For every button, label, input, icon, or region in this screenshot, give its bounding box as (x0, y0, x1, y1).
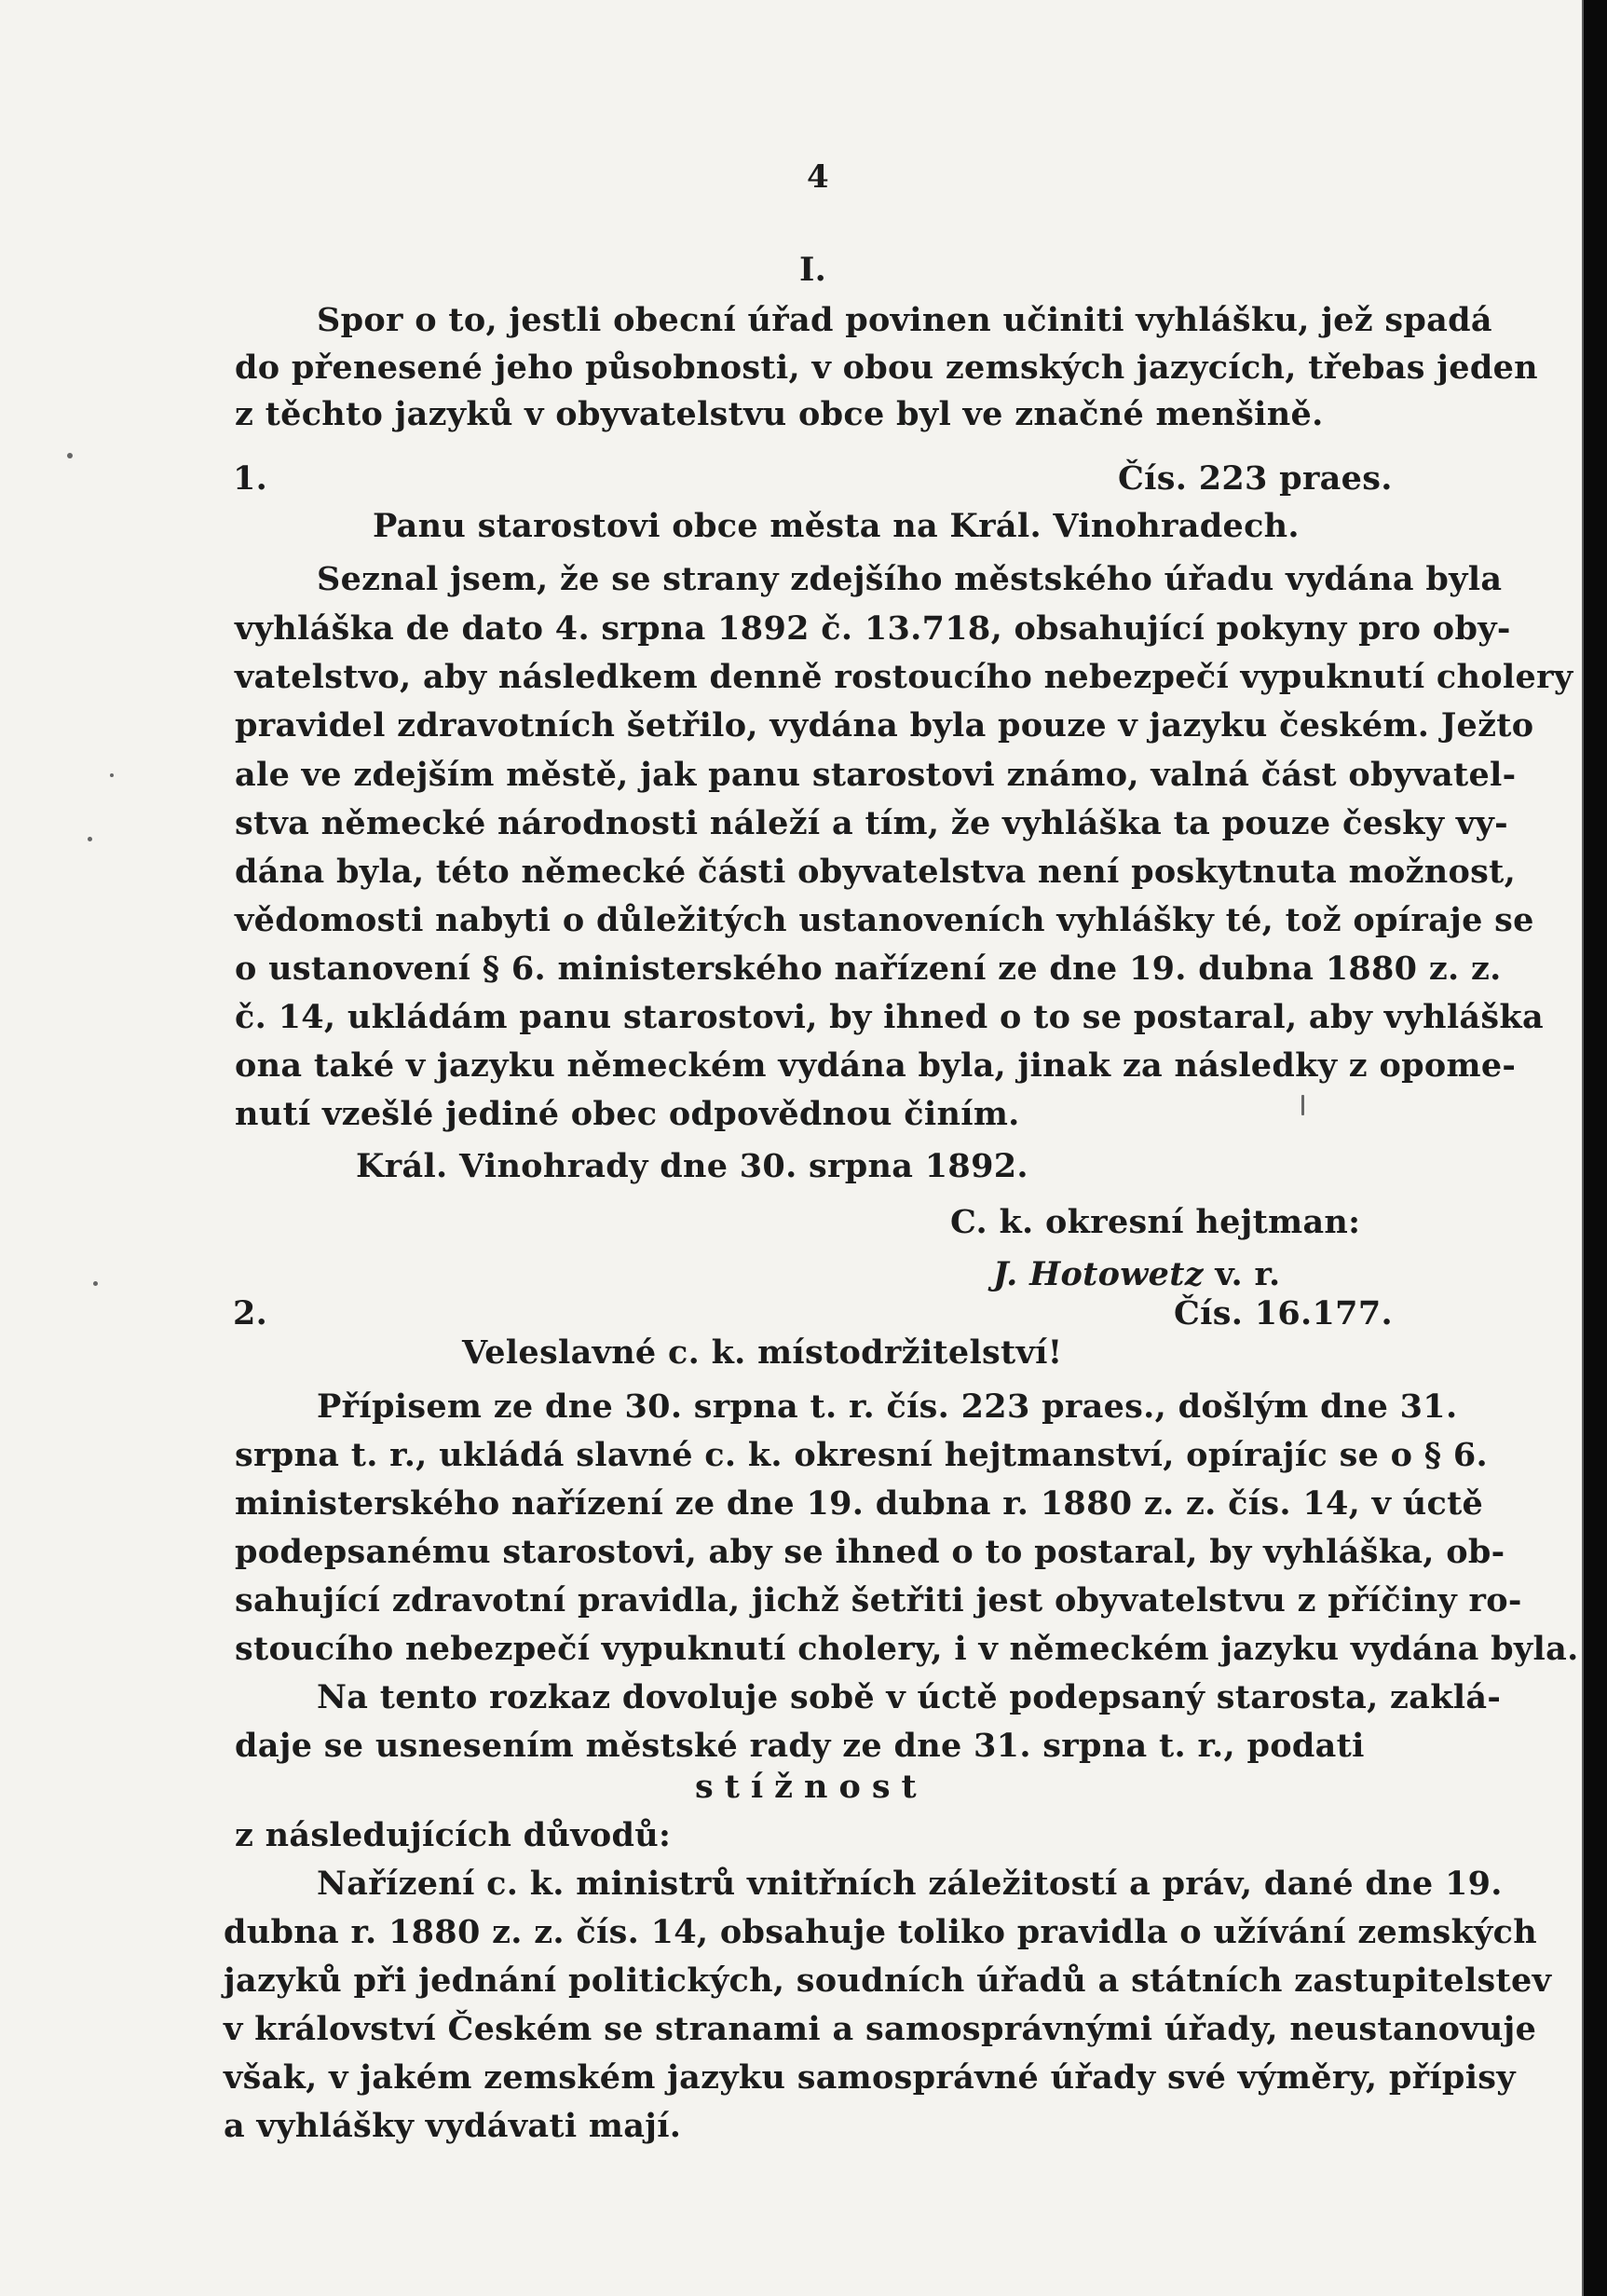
doc2-body3-line: dubna r. 1880 z. z. čís. 14, obsahuje toliko pravidla o užívání zemských (224, 1913, 1538, 1951)
section-numeral: I. (799, 251, 827, 289)
intro-line: Spor o to, jestli obecní úřad povinen učiniti vyhlášku, jež spadá (317, 301, 1492, 339)
doc2-body-line: Přípisem ze dne 30. srpna t. r. čís. 223 praes., došlým dne 31. (317, 1387, 1458, 1426)
doc1-body-line: ale ve zdejším městě, jak panu starostovi známo, valná část obyvatel- (235, 756, 1517, 794)
doc2-body-line: podepsanému starostovi, aby se ihned o to postaral, by vyhláška, ob- (235, 1533, 1505, 1571)
doc1-signature (993, 1254, 1281, 1295)
doc1-body-line: pravidel zdravotních šetřilo, vydána byla pouze v jazyku českém. Ježto (235, 706, 1534, 745)
scan-speck (1301, 1095, 1304, 1115)
doc2-reference: Čís. 16.177. (1174, 1294, 1393, 1332)
doc2-body3-line: Nařízení c. k. ministrů vnitřních záležitostí a práv, dané dne 19. (317, 1865, 1503, 1903)
scan-speck (88, 837, 92, 841)
doc2-address: Veleslavné c. k. místodržitelství! (462, 1333, 1063, 1372)
doc1-reference: Čís. 223 praes. (1118, 459, 1393, 498)
doc1-body-line: vatelstvo, aby následkem denně rostoucího nebezpečí vypuknutí cholery (235, 658, 1573, 696)
doc2-number: 2. (233, 1294, 268, 1332)
page-number: 4 (807, 158, 829, 196)
doc1-body-line: vědomosti nabyti o důležitých ustanoveních vyhlášky té, tož opíraje se (235, 901, 1534, 939)
scan-speck (93, 1281, 98, 1286)
doc1-body-line: ona také v jazyku německém vydána byla, jinak za následky z opome- (235, 1046, 1517, 1085)
doc1-body-line: vyhláška de dato 4. srpna 1892 č. 13.718, obsahující pokyny pro oby- (235, 609, 1511, 648)
scan-border (1584, 0, 1607, 2296)
grounds-heading: z následujících důvodů: (235, 1816, 672, 1854)
doc1-number: 1. (233, 459, 268, 498)
scan-speck (67, 453, 73, 458)
doc1-body-line: č. 14, ukládám panu starostovi, by ihned o to se postaral, aby vyhláška (235, 998, 1544, 1036)
doc2-body3-line: a vyhlášky vydávati mají. (224, 2107, 682, 2145)
doc1-signer-title: C. k. okresní hejtman: (950, 1203, 1361, 1241)
doc2-body3-line: jazyků při jednání politických, soudních úřadů a státních zastupitelstev (224, 1961, 1552, 2000)
scan-speck (110, 773, 114, 777)
doc2-body-line: srpna t. r., ukládá slavné c. k. okresní hejtmanství, opírajíc se o § 6. (235, 1436, 1488, 1474)
doc1-signer-suffix: v. r. (1215, 1255, 1281, 1293)
intro-line: do přenesené jeho působnosti, v obou zemských jazycích, třebas jeden (235, 348, 1538, 387)
doc1-body-line: Seznal jsem, že se strany zdejšího městského úřadu vydána byla (317, 560, 1503, 598)
doc1-body-line: dána byla, této německé části obyvatelstva není poskytnuta možnost, (235, 853, 1517, 891)
doc1-body-line: o ustanovení § 6. ministerského nařízení ze dne 19. dubna 1880 z. z. (235, 950, 1502, 988)
doc2-body2-line: daje se usnesením městské rady ze dne 31. srpna t. r., podati (235, 1727, 1365, 1765)
doc2-body-line: ministerského nařízení ze dne 19. dubna r. 1880 z. z. čís. 14, v úctě (235, 1484, 1484, 1523)
complaint-heading: stížnost (695, 1768, 928, 1806)
intro-line: z těchto jazyků v obyvatelstvu obce byl ve značné menšině. (235, 395, 1324, 433)
doc1-address: Panu starostovi obce města na Král. Vinohradech. (373, 507, 1300, 545)
doc2-body3-line: v království Českém se stranami a samosprávnými úřady, neustanovuje (224, 2010, 1537, 2048)
doc1-body-line: stva německé národnosti náleží a tím, že vyhláška ta pouze česky vy- (235, 804, 1508, 842)
doc1-body-line: nutí vzešlé jediné obec odpovědnou činím. (235, 1095, 1020, 1133)
doc1-signer-name: J. Hotowetz (993, 1255, 1204, 1293)
doc2-body3-line: však, v jakém zemském jazyku samosprávné úřady své výměry, přípisy (224, 2058, 1516, 2097)
doc1-place-date: Král. Vinohrady dne 30. srpna 1892. (356, 1147, 1028, 1185)
doc2-body2-line: Na tento rozkaz dovoluje sobě v úctě podepsaný starosta, zaklá- (317, 1678, 1502, 1716)
doc2-body-line: sahující zdravotní pravidla, jichž šetřiti jest obyvatelstvu z příčiny ro- (235, 1581, 1522, 1620)
doc2-body-line: stoucího nebezpečí vypuknutí cholery, i v německém jazyku vydána byla. (235, 1630, 1579, 1668)
